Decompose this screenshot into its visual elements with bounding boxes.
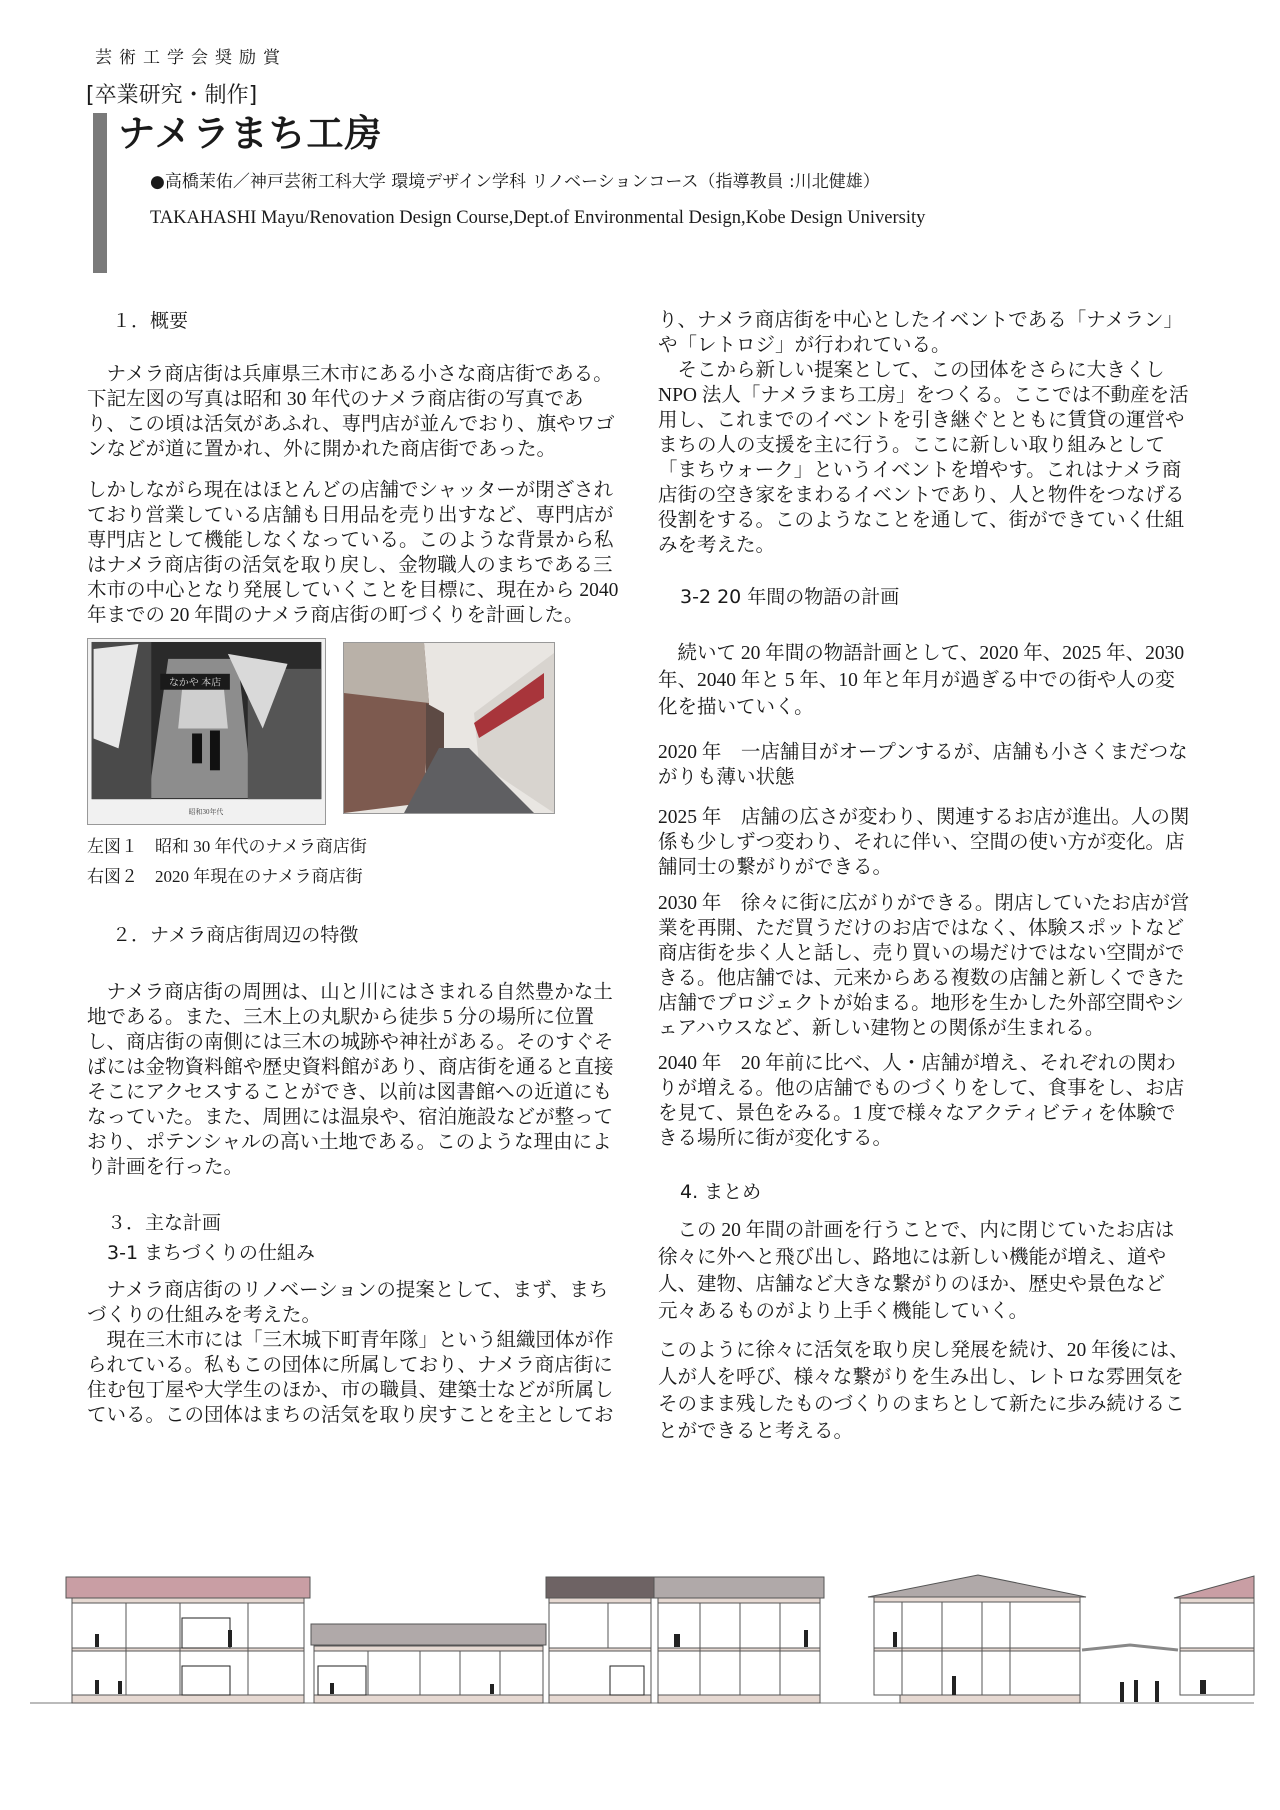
- street-section-drawing: [0, 1565, 1280, 1715]
- building-b-roof: [311, 1624, 546, 1645]
- section-4-heading: 4. まとめ: [680, 1181, 762, 1203]
- section-1-paragraph-1: ナメラ商店街は兵庫県三木市にある小さな商店街である。 下記左図の写真は昭和 30 年代のナメラ商店街の写真であ り、この頃は活気があふれ、専門店が並んでおり、旗やワゴ ンなどが道に置かれ、外に開かれた商店街であった。: [87, 364, 615, 460]
- timeline-2025: 2025 年 店舗の広さが変わり、関連するお店が進出。人の関 係も少しずつ変わり、それに伴い、空間の使い方が変化。店 舗同士の繋がりができる。: [658, 807, 1190, 878]
- photo-showa-era-street: [87, 638, 326, 825]
- building-a-roof: [66, 1577, 310, 1598]
- photo-label-text: 昭和30年代: [188, 808, 224, 817]
- building-c-roof: [546, 1577, 654, 1598]
- section-4-paragraph-2: このように徐々に活気を取り戻し発展を続け、20 年後には、 人が人を呼び、様々な繋がりを生み出し、レトロな雰囲気を そのまま残したものづくりのまちとして新たに歩み続けるこ とができると考える。: [658, 1340, 1189, 1442]
- building-d-roof: [654, 1577, 824, 1598]
- section-4-paragraph-1: この 20 年間の計画を行うことで、内に閉じていたお店は 徐々に外へと飛び出し、路地には新しい機能が増え、道や 人、建物、店舗など大きな繋がりのほか、歴史や景色など 元々あるものがより上手く機能していく。: [658, 1220, 1175, 1322]
- author-line: ●高橋茉佑／神戸芸術工科大学 環境デザイン学科 リノベーションコース（指導教員 :川北健雄）: [150, 172, 880, 192]
- section-1-paragraph-2: しかしながら現在はほとんどの店舗でシャッターが閉ざされ ており営業している店舗も日用品を売り出すなど、専門店が 専門店として機能しなくなっている。このような背景から私 はナメラ商店街の活気を取り戻し、金物職人のまちである三 木市の中心となり発展していくことを目標に、現在から 2040 年までの 20 年間のナメラ商店街の町づくりを計画した。: [87, 480, 619, 626]
- photo-present-street: [343, 642, 555, 814]
- section-3-1-heading: 3-1 まちづくりの仕組み: [107, 1242, 315, 1264]
- section-3-heading: ３．主な計画: [107, 1212, 222, 1234]
- section-3-2-heading: 3-2 20 年間の物語の計画: [680, 586, 900, 608]
- caption-figure-1: 左図１ 昭和 30 年代のナメラ商店街: [87, 837, 367, 856]
- award-label: 芸術工学会奨励賞: [95, 48, 287, 68]
- section-2-heading: ２．ナメラ商店街周辺の特徴: [112, 924, 359, 946]
- page-title: ナメラまち工房: [118, 112, 383, 155]
- timeline-2020: 2020 年 一店舗目がオープンするが、店舗も小さくまだつな がりも薄い状態: [658, 742, 1188, 788]
- author-line-english: TAKAHASHI Mayu/Renovation Design Course,Dept.of Environmental Design,Kobe Design University: [150, 208, 926, 228]
- title-accent-bar: [93, 113, 107, 273]
- building-e-roof: [868, 1575, 1086, 1597]
- section-2-paragraph: ナメラ商店街の周囲は、山と川にはさまれる自然豊かな土 地である。また、三木上の丸駅から徒歩 5 分の場所に位置 し、商店街の南側には三木の城跡や神社がある。そのすぐそ ばには金物資料館や歴史資料館があり、商店街を通ると直接 そこにアクセスすることができ、以前は図書館への近道にも なっていた。また、周囲には温泉や、宿泊施設などが整って おり、ポテンシャルの高い土地である。このような理由によ り計画を行った。: [87, 982, 614, 1178]
- building-f-roof: [1174, 1576, 1254, 1598]
- section-3-1-paragraph: ナメラ商店街のリノベーションの提案として、まず、まち づくりの仕組みを考えた。 現在三木市には「三木城下町青年隊」という組織団体が作 られている。私もこの団体に所属しており、ナメラ商店街に 住む包丁屋や大学生のほか、市の職員、建築士などが所属し ている。この団体はまちの活気を取り戻すことを主としてお: [87, 1280, 614, 1426]
- canopy: [1082, 1645, 1178, 1650]
- section-3-2-intro: 続いて 20 年間の物語計画として、2020 年、2025 年、2030 年、2040 年と 5 年、10 年と年月が過ぎる中での街や人の変 化を描いていく。: [658, 643, 1185, 718]
- timeline-2030: 2030 年 徐々に街に広がりができる。閉店していたお店が営 業を再開、ただ買うだけのお店ではなく、体験スポットなど 商店街を歩く人と話し、売り買いの場だけではない空間がで きる。他店舗では、元来からある複数の店舗と新しくできた 店舗でプロジェクトが始まる。地形を生かした外部空間やシ ェアハウスなど、新しい建物との関係が生まれる。: [658, 893, 1190, 1039]
- section-1-heading: １．概要: [112, 310, 189, 332]
- caption-figure-2: 右図２ 2020 年現在のナメラ商店街: [87, 867, 363, 886]
- photo-sign-text: なかや 本店: [168, 677, 222, 689]
- section-3-1-paragraph-continued: り、ナメラ商店街を中心としたイベントである「ナメラン」 や「レトロジ」が行われている。 そこから新しい提案として、この団体をさらに大きくし NPO 法人「ナメラまち工房」をつくる。ここでは不動産を活 用し、これまでのイベントを引き継ぐとともに賃貸の運営や まちの人の支援を主に行う。ここに新しい取り組みとして 「まちウォーク」というイベントを増やす。これはナメラ商 店街の空き家をまわるイベントであり、人と物件をつなげる 役割をする。このようなことを通して、街ができていく仕組 みを考えた。: [658, 310, 1189, 556]
- timeline-2040: 2040 年 20 年前に比べ、人・店舗が増え、それぞれの関わ りが増える。他の店舗でものづくりをして、食事をし、お店 を見て、景色をみる。1 度で様々なアクティビティを体験で きる場所に街が変化する。: [658, 1053, 1185, 1149]
- category-label: [卒業研究・制作]: [86, 83, 258, 108]
